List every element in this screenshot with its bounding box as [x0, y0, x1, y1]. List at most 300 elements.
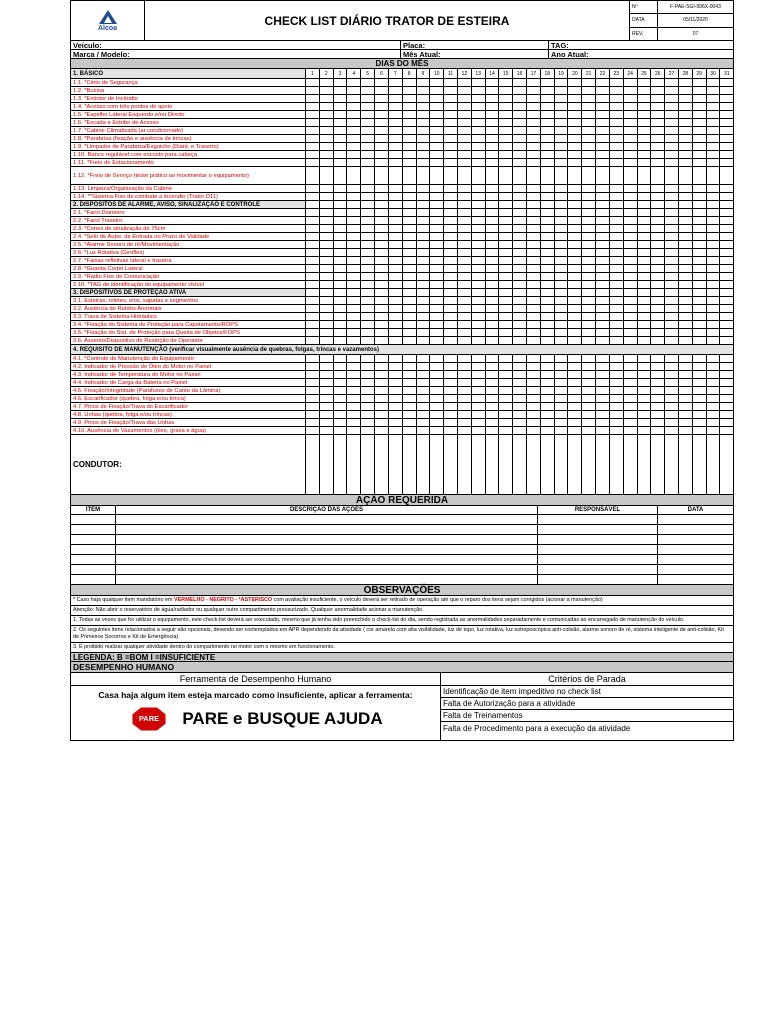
day-cell[interactable] [568, 379, 582, 386]
day-cell[interactable] [499, 95, 513, 102]
day-cell[interactable] [527, 305, 541, 312]
day-cell[interactable] [693, 135, 707, 142]
day-cell[interactable] [720, 217, 733, 224]
day-cell[interactable] [582, 79, 596, 86]
day-cell[interactable] [624, 233, 638, 240]
day-cell[interactable] [638, 209, 652, 216]
day-cell[interactable] [320, 395, 334, 402]
day-cell[interactable] [472, 419, 486, 426]
day-cell[interactable] [334, 167, 348, 184]
day-cell[interactable] [334, 103, 348, 110]
day-cell[interactable] [555, 321, 569, 328]
day-cell[interactable] [541, 233, 555, 240]
day-cell[interactable] [679, 111, 693, 118]
day-cell[interactable] [361, 249, 375, 256]
day-cell[interactable] [541, 419, 555, 426]
day-cell[interactable] [555, 209, 569, 216]
day-cell[interactable] [624, 419, 638, 426]
day-cell[interactable] [582, 289, 596, 296]
day-cell[interactable] [707, 193, 721, 200]
day-cell[interactable] [472, 297, 486, 304]
day-cell[interactable] [568, 111, 582, 118]
day-cell[interactable] [320, 103, 334, 110]
day-cell[interactable] [375, 159, 389, 166]
day-cell[interactable] [389, 135, 403, 142]
day-cell[interactable] [665, 297, 679, 304]
day-cell[interactable] [596, 201, 610, 208]
day-cells[interactable] [306, 387, 733, 394]
day-cell[interactable] [403, 403, 417, 410]
acao-cell[interactable] [538, 575, 658, 584]
day-cell[interactable] [638, 127, 652, 134]
day-cell[interactable] [444, 95, 458, 102]
day-cell[interactable] [679, 411, 693, 418]
day-cell[interactable] [472, 371, 486, 378]
day-cell[interactable] [513, 87, 527, 94]
day-cell[interactable] [527, 379, 541, 386]
day-cell[interactable] [610, 337, 624, 344]
day-cell[interactable] [403, 249, 417, 256]
day-cell[interactable] [638, 159, 652, 166]
day-cell[interactable] [389, 419, 403, 426]
day-cell[interactable] [375, 201, 389, 208]
day-cell[interactable] [444, 265, 458, 272]
day-cell[interactable] [486, 337, 500, 344]
day-cell[interactable] [375, 427, 389, 434]
day-cell[interactable] [610, 281, 624, 288]
day-cell[interactable] [361, 281, 375, 288]
day-cell[interactable] [458, 257, 472, 264]
day-cell[interactable] [651, 185, 665, 192]
day-cell[interactable] [527, 387, 541, 394]
day-cell[interactable] [513, 167, 527, 184]
day-cell[interactable] [624, 143, 638, 150]
day-cell[interactable] [541, 289, 555, 296]
day-cell[interactable] [472, 119, 486, 126]
day-cell[interactable] [320, 435, 334, 494]
day-cell[interactable] [486, 135, 500, 142]
day-cell[interactable] [707, 127, 721, 134]
day-cell[interactable] [720, 427, 733, 434]
day-cell[interactable] [430, 79, 444, 86]
day-cell[interactable] [375, 355, 389, 362]
day-cell[interactable] [417, 411, 431, 418]
day-cell[interactable] [624, 297, 638, 304]
day-cell[interactable] [320, 297, 334, 304]
day-cell[interactable] [306, 185, 320, 192]
day-cell[interactable] [527, 233, 541, 240]
day-cell[interactable] [568, 127, 582, 134]
day-cell[interactable] [334, 111, 348, 118]
day-cells[interactable] [306, 289, 733, 296]
day-cell[interactable] [555, 395, 569, 402]
day-cell[interactable] [375, 209, 389, 216]
day-cell[interactable] [610, 305, 624, 312]
acao-cell[interactable] [116, 525, 538, 534]
day-cell[interactable] [541, 185, 555, 192]
day-cell[interactable] [347, 281, 361, 288]
day-cell[interactable] [693, 313, 707, 320]
day-cell[interactable] [306, 79, 320, 86]
day-cell[interactable] [707, 233, 721, 240]
day-cell[interactable] [596, 403, 610, 410]
day-cell[interactable] [610, 289, 624, 296]
day-cell[interactable] [361, 395, 375, 402]
day-cell[interactable] [665, 209, 679, 216]
day-cell[interactable] [541, 435, 555, 494]
day-cell[interactable] [389, 103, 403, 110]
day-cell[interactable] [334, 241, 348, 248]
day-cell[interactable] [389, 403, 403, 410]
day-cell[interactable] [651, 329, 665, 336]
day-cell[interactable] [347, 273, 361, 280]
day-cell[interactable] [513, 217, 527, 224]
day-cell[interactable] [472, 151, 486, 158]
day-cell[interactable] [651, 135, 665, 142]
day-cell[interactable] [582, 321, 596, 328]
day-cell[interactable] [651, 217, 665, 224]
day-cell[interactable] [334, 419, 348, 426]
day-cell[interactable] [306, 201, 320, 208]
day-cell[interactable] [320, 379, 334, 386]
day-cell[interactable] [665, 337, 679, 344]
day-cell[interactable] [596, 305, 610, 312]
day-cell[interactable] [527, 265, 541, 272]
day-cell[interactable] [665, 281, 679, 288]
day-cell[interactable] [444, 79, 458, 86]
acao-cell[interactable] [658, 525, 733, 534]
day-cell[interactable] [610, 321, 624, 328]
day-cell[interactable] [541, 201, 555, 208]
day-cell[interactable] [679, 313, 693, 320]
day-cell[interactable] [624, 313, 638, 320]
day-cell[interactable] [665, 103, 679, 110]
day-cell[interactable] [651, 151, 665, 158]
day-cell[interactable] [306, 241, 320, 248]
day-cell[interactable] [707, 119, 721, 126]
day-cell[interactable] [693, 321, 707, 328]
day-cell[interactable] [389, 305, 403, 312]
day-cell[interactable] [347, 185, 361, 192]
day-cell[interactable] [361, 233, 375, 240]
day-cell[interactable] [679, 201, 693, 208]
day-cell[interactable] [347, 329, 361, 336]
day-cell[interactable] [430, 387, 444, 394]
acao-cell[interactable] [116, 535, 538, 544]
day-cell[interactable] [513, 135, 527, 142]
day-cell[interactable] [527, 419, 541, 426]
day-cell[interactable] [651, 289, 665, 296]
day-cell[interactable] [375, 337, 389, 344]
day-cell[interactable] [624, 321, 638, 328]
day-cell[interactable] [361, 265, 375, 272]
day-cell[interactable] [306, 135, 320, 142]
day-cell[interactable] [430, 87, 444, 94]
day-cell[interactable] [430, 257, 444, 264]
day-cell[interactable] [486, 435, 500, 494]
day-cell[interactable] [720, 95, 733, 102]
day-cell[interactable] [568, 395, 582, 402]
day-cell[interactable] [555, 201, 569, 208]
day-cell[interactable] [375, 387, 389, 394]
day-cell[interactable] [458, 201, 472, 208]
day-cell[interactable] [679, 209, 693, 216]
day-cell[interactable] [486, 297, 500, 304]
day-cell[interactable] [568, 329, 582, 336]
day-cell[interactable] [527, 411, 541, 418]
day-cell[interactable] [568, 273, 582, 280]
day-cell[interactable] [596, 313, 610, 320]
day-cell[interactable] [486, 305, 500, 312]
day-cell[interactable] [403, 135, 417, 142]
day-cell[interactable] [486, 217, 500, 224]
day-cell[interactable] [665, 313, 679, 320]
day-cell[interactable] [568, 209, 582, 216]
day-cell[interactable] [665, 79, 679, 86]
day-cell[interactable] [306, 257, 320, 264]
day-cell[interactable] [665, 233, 679, 240]
day-cells[interactable] [306, 427, 733, 434]
day-cell[interactable] [693, 395, 707, 402]
day-cell[interactable] [693, 193, 707, 200]
day-cell[interactable] [582, 193, 596, 200]
day-cell[interactable] [665, 273, 679, 280]
day-cell[interactable] [361, 289, 375, 296]
day-cell[interactable] [499, 135, 513, 142]
day-cell[interactable] [499, 159, 513, 166]
day-cell[interactable] [513, 371, 527, 378]
day-cells[interactable] [306, 419, 733, 426]
day-cell[interactable] [541, 249, 555, 256]
day-cell[interactable] [403, 281, 417, 288]
day-cell[interactable] [499, 355, 513, 362]
day-cell[interactable] [527, 427, 541, 434]
day-cell[interactable] [693, 225, 707, 232]
day-cell[interactable] [693, 201, 707, 208]
day-cell[interactable] [541, 127, 555, 134]
day-cells[interactable] [306, 151, 733, 158]
day-cell[interactable] [458, 273, 472, 280]
day-cell[interactable] [624, 387, 638, 394]
day-cell[interactable] [417, 297, 431, 304]
day-cell[interactable] [458, 355, 472, 362]
day-cell[interactable] [403, 289, 417, 296]
day-cell[interactable] [610, 193, 624, 200]
day-cell[interactable] [541, 387, 555, 394]
day-cell[interactable] [403, 411, 417, 418]
day-cell[interactable] [596, 395, 610, 402]
day-cell[interactable] [555, 233, 569, 240]
day-cell[interactable] [389, 249, 403, 256]
day-cell[interactable] [720, 209, 733, 216]
day-cell[interactable] [610, 225, 624, 232]
day-cell[interactable] [610, 419, 624, 426]
day-cell[interactable] [347, 427, 361, 434]
day-cell[interactable] [541, 355, 555, 362]
day-cell[interactable] [720, 135, 733, 142]
day-cell[interactable] [720, 305, 733, 312]
day-cell[interactable] [665, 225, 679, 232]
day-cell[interactable] [596, 435, 610, 494]
day-cell[interactable] [306, 193, 320, 200]
day-cell[interactable] [389, 265, 403, 272]
day-cell[interactable] [458, 143, 472, 150]
day-cell[interactable] [707, 135, 721, 142]
day-cell[interactable] [582, 337, 596, 344]
day-cell[interactable] [444, 355, 458, 362]
day-cell[interactable] [513, 305, 527, 312]
day-cell[interactable] [417, 273, 431, 280]
day-cell[interactable] [389, 363, 403, 370]
day-cell[interactable] [417, 119, 431, 126]
acao-cell[interactable] [71, 555, 116, 564]
day-cell[interactable] [375, 273, 389, 280]
day-cell[interactable] [430, 111, 444, 118]
day-cell[interactable] [624, 273, 638, 280]
day-cell[interactable] [361, 95, 375, 102]
day-cell[interactable] [320, 371, 334, 378]
day-cell[interactable] [417, 103, 431, 110]
day-cell[interactable] [334, 371, 348, 378]
day-cell[interactable] [693, 185, 707, 192]
day-cell[interactable] [458, 185, 472, 192]
day-cell[interactable] [417, 321, 431, 328]
day-cell[interactable] [707, 249, 721, 256]
day-cell[interactable] [417, 249, 431, 256]
day-cell[interactable] [638, 435, 652, 494]
day-cell[interactable] [651, 371, 665, 378]
day-cell[interactable] [610, 427, 624, 434]
day-cell[interactable] [555, 305, 569, 312]
day-cell[interactable] [347, 297, 361, 304]
day-cell[interactable] [486, 363, 500, 370]
day-cell[interactable] [582, 281, 596, 288]
day-cell[interactable] [458, 79, 472, 86]
day-cell[interactable] [499, 201, 513, 208]
day-cell[interactable] [499, 193, 513, 200]
day-cell[interactable] [568, 185, 582, 192]
day-cell[interactable] [610, 217, 624, 224]
day-cell[interactable] [568, 387, 582, 394]
day-cell[interactable] [306, 273, 320, 280]
day-cell[interactable] [389, 119, 403, 126]
day-cell[interactable] [651, 241, 665, 248]
day-cell[interactable] [472, 135, 486, 142]
day-cell[interactable] [444, 249, 458, 256]
day-cell[interactable] [651, 103, 665, 110]
day-cell[interactable] [555, 387, 569, 394]
day-cell[interactable] [334, 411, 348, 418]
day-cell[interactable] [555, 265, 569, 272]
day-cell[interactable] [527, 337, 541, 344]
day-cell[interactable] [389, 167, 403, 184]
day-cells[interactable] [306, 95, 733, 102]
day-cell[interactable] [389, 395, 403, 402]
day-cell[interactable] [417, 193, 431, 200]
day-cells[interactable] [306, 127, 733, 134]
day-cell[interactable] [555, 297, 569, 304]
day-cell[interactable] [334, 403, 348, 410]
day-cell[interactable] [665, 193, 679, 200]
day-cell[interactable] [458, 87, 472, 94]
day-cell[interactable] [527, 95, 541, 102]
day-cell[interactable] [541, 193, 555, 200]
day-cell[interactable] [306, 435, 320, 494]
day-cell[interactable] [334, 265, 348, 272]
day-cell[interactable] [486, 403, 500, 410]
day-cell[interactable] [347, 209, 361, 216]
day-cell[interactable] [499, 435, 513, 494]
day-cell[interactable] [458, 411, 472, 418]
day-cell[interactable] [375, 217, 389, 224]
day-cell[interactable] [665, 427, 679, 434]
day-cell[interactable] [320, 337, 334, 344]
day-cell[interactable] [472, 313, 486, 320]
day-cell[interactable] [541, 257, 555, 264]
day-cell[interactable] [541, 225, 555, 232]
day-cell[interactable] [679, 321, 693, 328]
day-cells[interactable] [306, 313, 733, 320]
day-cell[interactable] [389, 209, 403, 216]
day-cell[interactable] [624, 281, 638, 288]
day-cell[interactable] [430, 249, 444, 256]
day-cell[interactable] [306, 87, 320, 94]
day-cell[interactable] [693, 151, 707, 158]
day-cell[interactable] [334, 435, 348, 494]
day-cell[interactable] [347, 289, 361, 296]
day-cell[interactable] [568, 79, 582, 86]
day-cell[interactable] [361, 87, 375, 94]
day-cell[interactable] [306, 167, 320, 184]
day-cell[interactable] [430, 127, 444, 134]
day-cell[interactable] [306, 337, 320, 344]
day-cell[interactable] [638, 143, 652, 150]
day-cell[interactable] [375, 167, 389, 184]
day-cell[interactable] [720, 281, 733, 288]
day-cell[interactable] [458, 305, 472, 312]
day-cell[interactable] [541, 209, 555, 216]
day-cells[interactable] [306, 265, 733, 272]
day-cell[interactable] [430, 159, 444, 166]
day-cell[interactable] [513, 159, 527, 166]
day-cell[interactable] [555, 225, 569, 232]
day-cell[interactable] [472, 355, 486, 362]
day-cell[interactable] [624, 305, 638, 312]
day-cell[interactable] [486, 379, 500, 386]
day-cell[interactable] [541, 329, 555, 336]
day-cell[interactable] [707, 79, 721, 86]
day-cell[interactable] [541, 159, 555, 166]
day-cell[interactable] [541, 297, 555, 304]
day-cell[interactable] [541, 111, 555, 118]
day-cell[interactable] [720, 387, 733, 394]
day-cell[interactable] [596, 321, 610, 328]
day-cell[interactable] [679, 151, 693, 158]
day-cell[interactable] [568, 201, 582, 208]
day-cell[interactable] [665, 419, 679, 426]
day-cell[interactable] [347, 387, 361, 394]
day-cell[interactable] [347, 79, 361, 86]
acao-cell[interactable] [71, 535, 116, 544]
day-cell[interactable] [513, 209, 527, 216]
day-cell[interactable] [527, 281, 541, 288]
day-cell[interactable] [417, 217, 431, 224]
day-cell[interactable] [361, 159, 375, 166]
acao-cell[interactable] [71, 565, 116, 574]
day-cell[interactable] [555, 337, 569, 344]
day-cell[interactable] [486, 167, 500, 184]
day-cell[interactable] [582, 233, 596, 240]
